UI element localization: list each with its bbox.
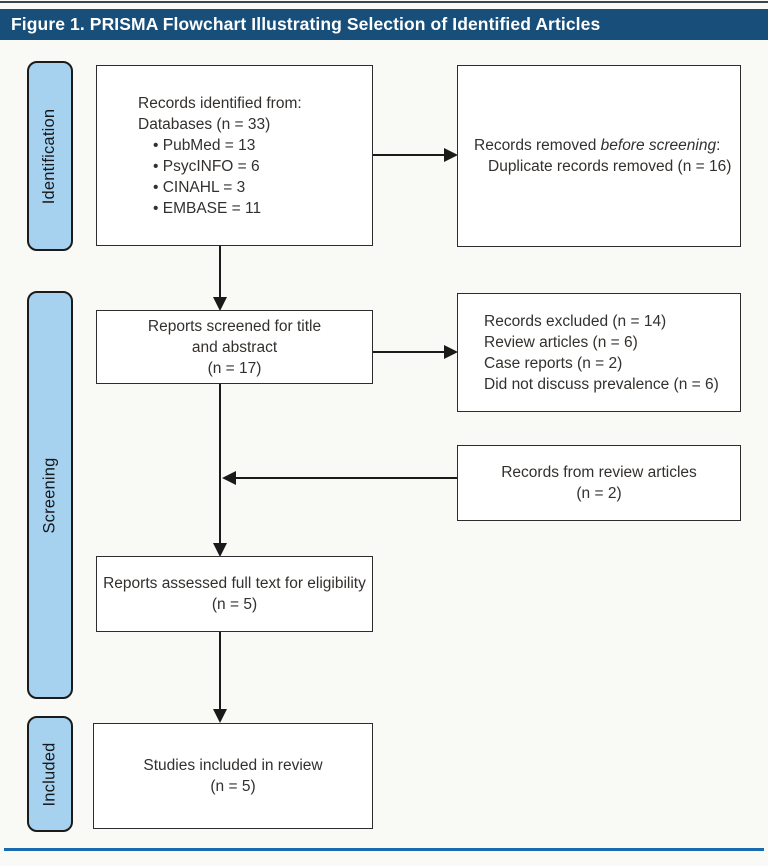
- reports-screened-line2: and abstract: [191, 338, 278, 356]
- stage-label-text: Included: [40, 742, 59, 806]
- box-studies-included: [93, 723, 373, 829]
- stage-label-screening: [27, 291, 73, 699]
- excluded-review-articles: Review articles (n = 6): [484, 333, 638, 351]
- excluded-no-prevalence: Did not discuss prevalence (n = 6): [484, 375, 719, 393]
- arrow-identified-to-screened: [213, 246, 227, 311]
- records-excluded-total: Records excluded (n = 14): [484, 312, 667, 330]
- top-rule: [0, 1, 768, 3]
- bottom-rule: [4, 848, 764, 851]
- box-records-removed: [457, 65, 741, 247]
- database-count-cinahl: • CINAHL = 3: [153, 178, 246, 196]
- reports-screened-count: (n = 17): [207, 359, 262, 377]
- box-records-identified: [96, 65, 373, 246]
- excluded-case-reports: Case reports (n = 2): [484, 354, 623, 372]
- database-count-psycinfo: • PsycINFO = 6: [153, 157, 260, 175]
- stage-label-included: [27, 716, 73, 832]
- records-identified-heading: Records identified from:: [138, 94, 302, 112]
- stage-label-identification: [27, 61, 73, 251]
- reports-assessed-line1: Reports assessed full text for eligibility: [103, 575, 366, 592]
- reports-assessed-count: (n = 5): [211, 596, 258, 613]
- box-records-from-review-articles: [457, 445, 741, 521]
- arrow-screened-to-excluded: [373, 345, 458, 359]
- records-removed-heading: [474, 135, 740, 156]
- studies-included-line1: Studies included in review: [143, 757, 323, 774]
- duplicate-records-removed: Duplicate records removed (n = 16): [488, 158, 732, 175]
- records-removed-suffix: :: [716, 137, 721, 154]
- figure-title: Figure 1. PRISMA Flowchart Illustrating Selection of Identified Articles: [11, 14, 601, 34]
- records-removed-prefix: Records removed: [474, 137, 601, 154]
- arrow-screened-to-assessed: [213, 384, 227, 557]
- figure-title-bar: [0, 9, 768, 40]
- review-articles-line1: Records from review articles: [501, 464, 697, 481]
- stage-label-text: Screening: [40, 456, 59, 534]
- box-reports-assessed: [96, 556, 373, 632]
- arrow-identified-to-removed: [373, 148, 458, 162]
- records-identified-databases: Databases (n = 33): [138, 115, 271, 133]
- box-records-excluded: [457, 293, 741, 412]
- arrow-review-articles-to-flow: [222, 471, 457, 485]
- reports-screened-line1: Reports screened for title: [147, 317, 322, 335]
- database-count-pubmed: • PubMed = 13: [153, 136, 256, 154]
- arrow-assessed-to-included: [213, 632, 227, 723]
- studies-included-count: (n = 5): [210, 778, 256, 795]
- stage-label-text: Identification: [40, 108, 59, 204]
- review-articles-count: (n = 2): [576, 485, 622, 502]
- records-removed-italic: before screening: [600, 137, 717, 154]
- box-reports-screened: [96, 310, 373, 384]
- database-count-embase: • EMBASE = 11: [153, 199, 262, 217]
